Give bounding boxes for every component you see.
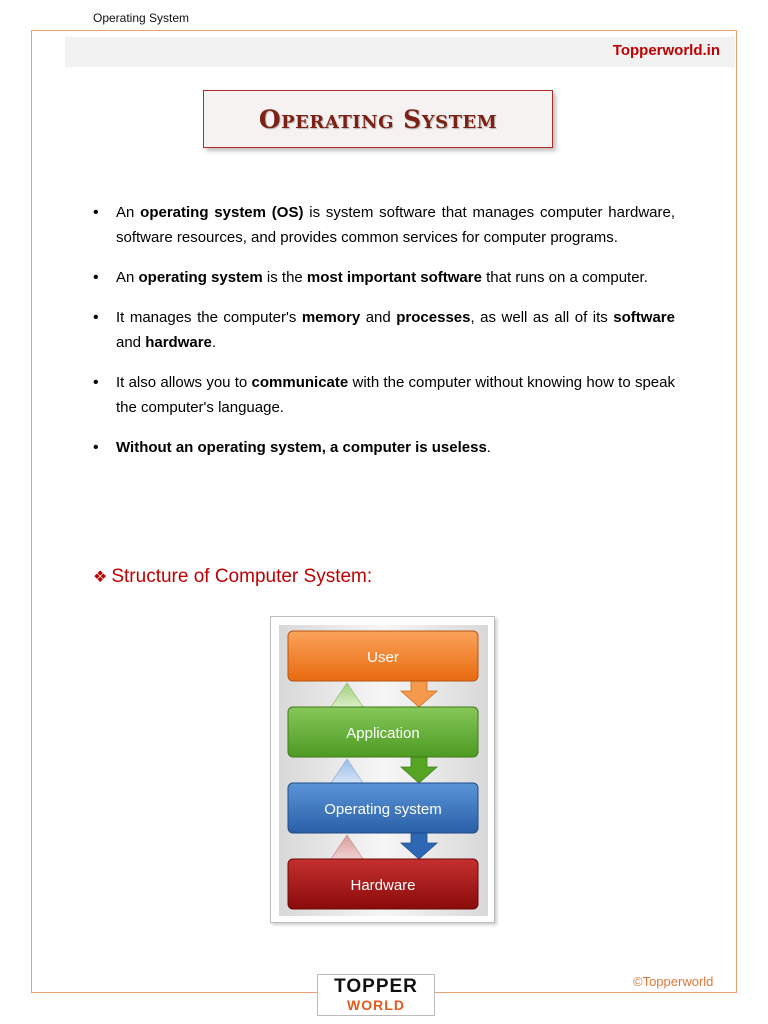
section-heading [93, 566, 372, 588]
bullet-text: and [116, 334, 146, 351]
layer-label-user: User [367, 649, 399, 666]
diamond-bullet-icon: ❖ [93, 569, 108, 586]
bullet-text-bold: operating system [138, 269, 263, 286]
bullet-text: and [360, 309, 397, 326]
layer-label-application: Application [346, 725, 420, 742]
bullet-text: It manages the computer's [116, 309, 302, 326]
section-heading-text: Structure of Computer System: [111, 566, 373, 587]
bullet-text: with the computer without knowing how to speak the computer's language. [116, 374, 675, 416]
copyright-text: ©Topperworld [633, 974, 714, 989]
brand-site-name: Topperworld.in [612, 42, 720, 59]
topperworld-logo [317, 974, 435, 1016]
bullet-item [93, 370, 675, 420]
bullet-text: that runs on a computer. [481, 269, 648, 286]
bullet-item [93, 200, 675, 250]
bullet-text: It also allows you to [116, 374, 252, 391]
bullet-text-bold: Without an operating system, a computer is useless [116, 439, 487, 456]
bullet-text: , as well as all of its [470, 309, 614, 326]
structure-diagram-svg [271, 617, 496, 924]
bullet-list [93, 200, 675, 475]
bullet-text-bold: hardware [145, 334, 212, 351]
bullet-item [93, 435, 675, 460]
bullet-text-bold: memory [301, 309, 361, 326]
bullet-text-bold: most important software [306, 269, 482, 286]
bullet-text: is the [262, 269, 307, 286]
bullet-text-bold: communicate [251, 374, 349, 391]
bullet-text: An [116, 269, 139, 286]
bullet-text-bold: processes [396, 309, 471, 326]
bullet-text: . [211, 334, 217, 351]
document-header-title: Operating System [93, 11, 190, 25]
layer-label-operating-system: Operating system [324, 801, 442, 818]
bullet-text-bold: software [613, 309, 675, 326]
page-title: Operating System [258, 104, 498, 134]
bullet-item [93, 265, 675, 290]
page-title-box [203, 90, 553, 148]
layer-label-hardware: Hardware [350, 877, 416, 894]
bullet-text: is system software that manages computer hardware, software resources, and provides common services for computer programs. [116, 204, 676, 246]
bullet-text-bold: operating system (OS) [140, 204, 304, 221]
structure-diagram [270, 616, 495, 923]
bullet-item [93, 305, 675, 355]
bullet-text: An [116, 204, 141, 221]
logo-text-top: TOPPER [334, 976, 418, 997]
bullet-text: . [486, 439, 491, 456]
logo-text-bottom: WORLD [347, 997, 405, 1013]
brand-bar [65, 37, 735, 67]
